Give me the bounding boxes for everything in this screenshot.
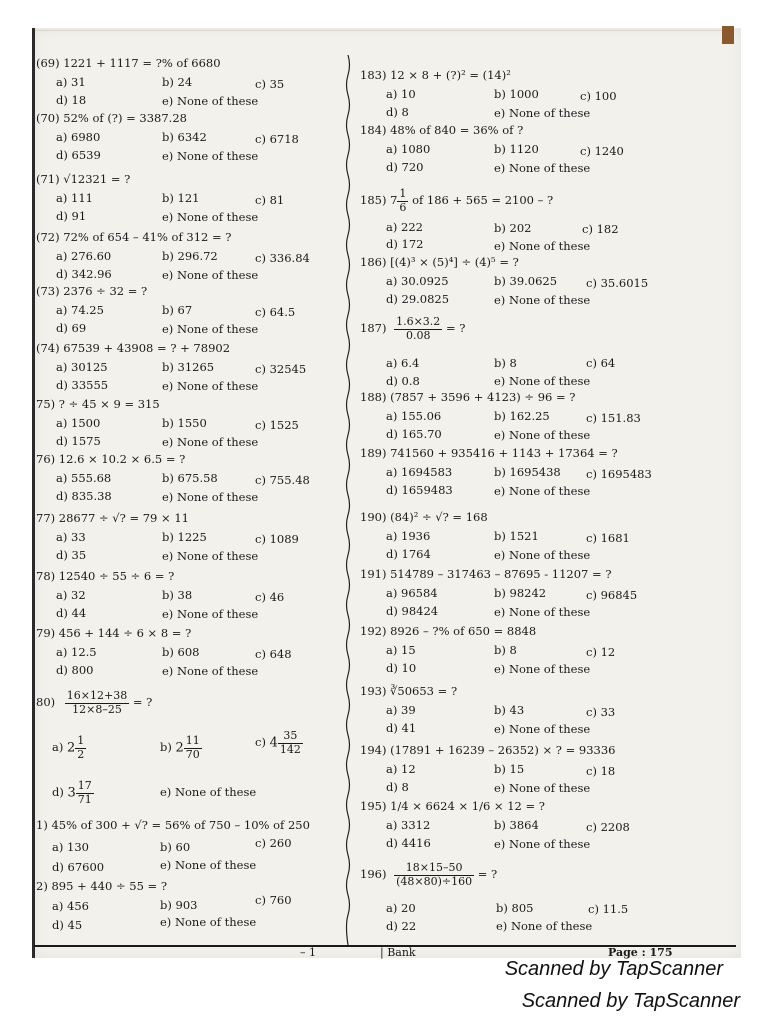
question-suffix: = ? <box>445 321 466 336</box>
fraction <box>65 690 129 716</box>
option-c: c) 6718 <box>255 132 299 146</box>
option-a: a) 12.5 <box>56 645 97 659</box>
option-c: c) 1525 <box>255 418 299 432</box>
option-d: d) 720 <box>386 160 424 174</box>
question-text: 184) 48% of 840 = 36% of ? <box>360 123 524 137</box>
option-a: a) 32 <box>56 588 86 602</box>
page-edge <box>35 30 725 31</box>
question-text: (70) 52% of (?) = 3387.28 <box>36 111 187 125</box>
option-c: c) 35.6015 <box>586 276 649 290</box>
option-a: a) 31 <box>56 75 86 89</box>
option-c: c) 96845 <box>586 588 638 602</box>
option-c: c) 4 $\frac{35}{142}$ <box>255 729 301 756</box>
page-corner <box>722 26 734 44</box>
question-text: (73) 2376 ÷ 32 = ? <box>36 284 148 298</box>
option-a: a) 222 <box>386 220 423 234</box>
question-text: 190) (84)² ÷ √? = 168 <box>360 510 488 524</box>
option-d: d) 172 <box>386 237 424 251</box>
question-text: (69) 1221 + 1117 = ?% of 6680 <box>36 56 221 70</box>
question-suffix: = ? <box>132 695 153 710</box>
option-d: d) 1575 <box>56 434 101 448</box>
option-e: e) None of these <box>494 239 591 253</box>
option-b: b) 2 $\frac{11}{70}$ <box>160 734 200 761</box>
option-b: b) 15 <box>494 762 525 776</box>
option-e: e) None of these <box>494 662 591 676</box>
option-a: a) 1500 <box>56 416 101 430</box>
option-d: d) 8 <box>386 105 409 119</box>
option-e: e) None of these <box>162 210 259 224</box>
option-c: c) 12 <box>586 645 616 659</box>
question-text: (71) √12321 = ? <box>36 172 131 186</box>
option-c: c) 2208 <box>586 820 630 834</box>
option-e: e) None of these <box>494 106 591 120</box>
option-a: a) 15 <box>386 643 416 657</box>
footer-left: – 1 <box>300 946 316 959</box>
option-c: c) 151.83 <box>586 411 641 425</box>
option-c: c) 336.84 <box>255 251 310 265</box>
option-c: c) 64.5 <box>255 305 296 319</box>
option-c: c) 33 <box>586 705 616 719</box>
question-number: 187) <box>360 321 387 336</box>
option-a: a) 3312 <box>386 818 431 832</box>
footer-middle: | Bank <box>380 946 416 959</box>
watermark-line-1: Scanned by TapScanner <box>504 958 723 980</box>
option-b: b) 1225 <box>162 530 207 544</box>
option-a: a) 2 $\frac{1}{2}$ <box>52 734 85 761</box>
option-e: e) None of these <box>162 607 259 621</box>
option-d: d) 3 $\frac{17}{71}$ <box>52 779 92 806</box>
option-e: e) None of these <box>160 915 257 929</box>
option-c: c) 260 <box>255 836 292 850</box>
page-number: Page : 175 <box>608 946 673 959</box>
option-d: d) 67600 <box>52 860 105 874</box>
question-text: 192) 8926 – ?% of 650 = 8848 <box>360 624 537 638</box>
option-e: e) None of these <box>162 664 259 678</box>
option-b: b) 6342 <box>162 130 207 144</box>
question-text: 2) 895 + 440 ÷ 55 = ? <box>36 879 167 893</box>
option-d: d) 22 <box>386 919 417 933</box>
option-e: e) None of these <box>162 549 259 563</box>
option-a: a) 1936 <box>386 529 431 543</box>
option-a: a) 12 <box>386 762 416 776</box>
question-suffix: = ? <box>477 867 498 882</box>
option-b: b) 39.0625 <box>494 274 558 288</box>
option-a: a) 20 <box>386 901 416 915</box>
watermark-line-2: Scanned by TapScanner <box>521 990 740 1012</box>
option-b: b) 1000 <box>494 87 539 101</box>
fraction: $\frac{1}{6}$ <box>399 187 407 214</box>
option-b: b) 805 <box>496 901 534 915</box>
question-text: 76) 12.6 × 10.2 × 6.5 = ? <box>36 452 186 466</box>
option-a: a) 155.06 <box>386 409 442 423</box>
option-d: d) 91 <box>56 209 87 223</box>
option-b: b) 675.58 <box>162 471 218 485</box>
option-c: c) 32545 <box>255 362 307 376</box>
option-e: e) None of these <box>494 837 591 851</box>
question-text: 75) ? ÷ 45 × 9 = 315 <box>36 397 160 411</box>
option-b: b) 1120 <box>494 142 539 156</box>
option-e: e) None of these <box>494 548 591 562</box>
option-a: a) 39 <box>386 703 416 717</box>
question-text: 189) 741560 + 935416 + 1143 + 17364 = ? <box>360 446 618 460</box>
question-text: 194) (17891 + 16239 – 26352) × ? = 93336 <box>360 743 616 757</box>
option-d: d) 0.8 <box>386 374 420 388</box>
option-e: e) None of these <box>160 785 257 799</box>
fraction: $\frac{1.6\times 3.2}{0.08}$ <box>396 315 441 342</box>
option-b: b) 296.72 <box>162 249 218 263</box>
option-b: b) 67 <box>162 303 193 317</box>
option-a: a) 33 <box>56 530 86 544</box>
option-b: b) 8 <box>494 643 517 657</box>
question-text: 183) 12 × 8 + (?)² = (14)² <box>360 68 511 82</box>
option-e: e) None of these <box>162 322 259 336</box>
option-c: c) 1089 <box>255 532 299 546</box>
question-text: 1) 45% of 300 + √? = 56% of 750 – 10% of 250 <box>36 818 310 832</box>
option-d: d) 342.96 <box>56 267 112 281</box>
option-d: d) 29.0825 <box>386 292 450 306</box>
option-c: c) 755.48 <box>255 473 310 487</box>
option-d: d) 10 <box>386 661 417 675</box>
option-c: c) 11.5 <box>588 902 629 916</box>
option-d: d) 800 <box>56 663 94 677</box>
option-d: d) 41 <box>386 721 417 735</box>
option-a: a) 555.68 <box>56 471 112 485</box>
option-b: b) 60 <box>160 840 191 854</box>
question-rest: of 186 + 565 = 2100 – ? <box>412 193 554 208</box>
question-text: (72) 72% of 654 – 41% of 312 = ? <box>36 230 232 244</box>
question-text: 193) ∛50653 = ? <box>360 684 458 698</box>
option-e: e) None of these <box>162 490 259 504</box>
numerator: 16×12+38 <box>66 689 128 702</box>
option-e: e) None of these <box>494 374 591 388</box>
option-b: b) 98242 <box>494 586 547 600</box>
option-a: a) 1080 <box>386 142 431 156</box>
option-b: b) 31265 <box>162 360 215 374</box>
option-e: e) None of these <box>496 919 593 933</box>
question-text: 186) [(4)³ × (5)⁴] ÷ (4)⁵ = ? <box>360 255 519 269</box>
option-d: d) 165.70 <box>386 427 442 441</box>
option-e: e) None of these <box>494 781 591 795</box>
option-e: e) None of these <box>162 94 259 108</box>
option-a: a) 456 <box>52 899 89 913</box>
option-a: a) 6980 <box>56 130 101 144</box>
option-d: d) 33555 <box>56 378 109 392</box>
option-a: a) 130 <box>52 840 89 854</box>
option-d: d) 1659483 <box>386 483 453 497</box>
option-d: d) 69 <box>56 321 87 335</box>
option-e: e) None of these <box>162 149 259 163</box>
question-number: 196) <box>360 867 387 882</box>
option-c: c) 1240 <box>580 144 624 158</box>
option-e: e) None of these <box>494 293 591 307</box>
option-c: c) 182 <box>582 222 619 236</box>
option-e: e) None of these <box>494 428 591 442</box>
option-d: d) 835.38 <box>56 489 112 503</box>
option-a: a) 74.25 <box>56 303 104 317</box>
option-a: a) 111 <box>56 191 93 205</box>
question-text: 188) (7857 + 3596 + 4123) ÷ 96 = ? <box>360 390 576 404</box>
option-a: a) 1694583 <box>386 465 453 479</box>
option-d: d) 98424 <box>386 604 439 618</box>
option-d: d) 45 <box>52 918 83 932</box>
option-b: b) 608 <box>162 645 200 659</box>
option-e: e) None of these <box>494 605 591 619</box>
column-divider <box>345 55 351 945</box>
option-e: e) None of these <box>494 722 591 736</box>
option-d: d) 35 <box>56 548 87 562</box>
option-e: e) None of these <box>162 379 259 393</box>
option-a: a) 30125 <box>56 360 108 374</box>
option-a: a) 96584 <box>386 586 438 600</box>
option-b: b) 121 <box>162 191 200 205</box>
option-c: c) 648 <box>255 647 292 661</box>
option-e: e) None of these <box>494 484 591 498</box>
option-d: d) 4416 <box>386 836 431 850</box>
question-text: 79) 456 + 144 ÷ 6 × 8 = ? <box>36 626 192 640</box>
option-a: a) 30.0925 <box>386 274 449 288</box>
option-c: c) 1681 <box>586 531 630 545</box>
option-b: b) 3864 <box>494 818 539 832</box>
option-e: e) None of these <box>162 268 259 282</box>
question-text: 191) 514789 – 317463 – 87695 - 11207 = ? <box>360 567 612 581</box>
question-text: (74) 67539 + 43908 = ? + 78902 <box>36 341 231 355</box>
option-b: b) 1695438 <box>494 465 561 479</box>
option-b: b) 38 <box>162 588 193 602</box>
option-a: a) 10 <box>386 87 416 101</box>
option-d: d) 44 <box>56 606 87 620</box>
option-c: c) 35 <box>255 77 285 91</box>
option-c: c) 64 <box>586 356 616 370</box>
option-e: e) None of these <box>494 161 591 175</box>
option-a: a) 276.60 <box>56 249 112 263</box>
option-a: a) 6.4 <box>386 356 420 370</box>
fraction: $\frac{18\times 15-50}{(48\times 80)\div 160}$ <box>396 861 473 888</box>
denominator: 12×8–25 <box>72 702 122 716</box>
option-c: c) 100 <box>580 89 617 103</box>
option-b: b) 162.25 <box>494 409 550 423</box>
option-d: d) 1764 <box>386 547 431 561</box>
option-b: b) 43 <box>494 703 525 717</box>
option-e: e) None of these <box>162 435 259 449</box>
option-b: b) 903 <box>160 898 198 912</box>
option-c: c) 760 <box>255 893 292 907</box>
option-c: c) 46 <box>255 590 285 604</box>
question-text: 78) 12540 ÷ 55 ÷ 6 = ? <box>36 569 175 583</box>
option-c: c) 1695483 <box>586 467 652 481</box>
option-b: b) 202 <box>494 221 532 235</box>
option-d: d) 8 <box>386 780 409 794</box>
option-b: b) 1521 <box>494 529 539 543</box>
option-d: d) 18 <box>56 93 87 107</box>
question-number: 185) 7 <box>360 193 398 208</box>
option-d: d) 6539 <box>56 148 101 162</box>
question-text: 195) 1/4 × 6624 × 1/6 × 12 = ? <box>360 799 545 813</box>
option-e: e) None of these <box>160 858 257 872</box>
option-b: b) 1550 <box>162 416 207 430</box>
option-b: b) 8 <box>494 356 517 370</box>
question-number: 80) <box>36 695 56 710</box>
question-text: 77) 28677 ÷ √? = 79 × 11 <box>36 511 189 525</box>
option-c: c) 18 <box>586 764 616 778</box>
option-b: b) 24 <box>162 75 193 89</box>
option-c: c) 81 <box>255 193 285 207</box>
